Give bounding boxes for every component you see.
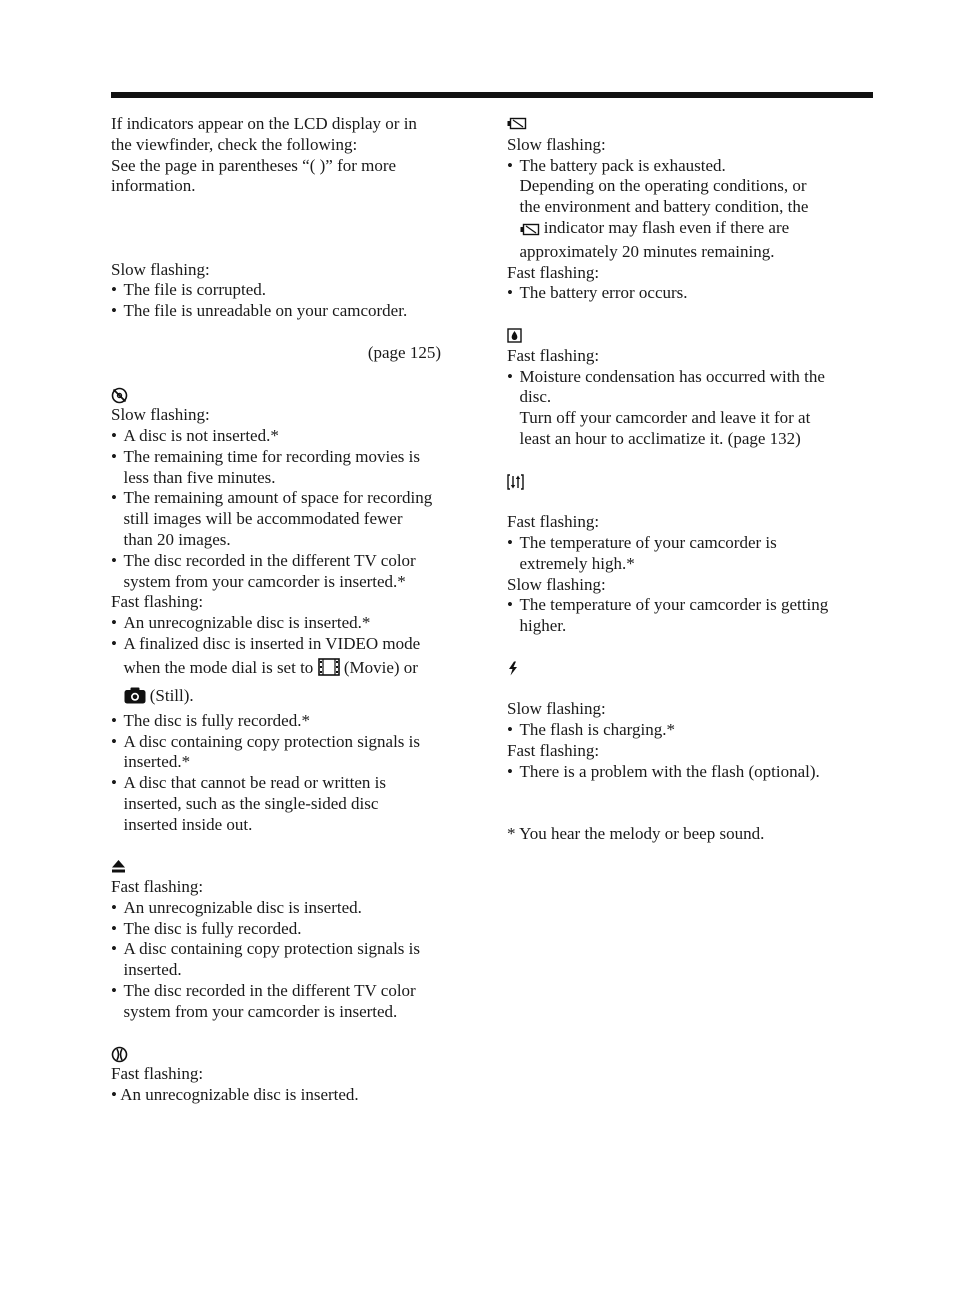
list-item: • The disc is fully recorded. bbox=[111, 919, 477, 940]
list-item: • A finalized disc is inserted in VIDEO mode bbox=[111, 634, 477, 655]
list-item-cont: less than five minutes. bbox=[123, 467, 276, 487]
flash-fast-label: Fast flashing: bbox=[507, 740, 600, 760]
list-item: • An unrecognizable disc is inserted. bbox=[111, 1085, 359, 1105]
temp-fast-label: Fast flashing: bbox=[507, 512, 600, 532]
intro-line: information. bbox=[111, 176, 196, 196]
list-item-cont: the environment and battery condition, the bbox=[519, 197, 809, 217]
list-item: • The battery error occurs. bbox=[507, 283, 873, 304]
list-item: • The disc is fully recorded.* bbox=[111, 711, 477, 732]
list-item: • The temperature of your camcorder is bbox=[507, 533, 873, 554]
moisture-fast-label: Fast flashing: bbox=[507, 345, 600, 365]
list-item: • A disc containing copy protection signals is bbox=[111, 939, 477, 960]
left-column bbox=[111, 114, 477, 1106]
list-item-cont: extremely high.* bbox=[519, 553, 635, 573]
list-item-cont: disc. bbox=[519, 387, 552, 407]
film-icon bbox=[318, 658, 340, 683]
list-item: • The disc recorded in the different TV color bbox=[111, 551, 477, 572]
disc-slow-label: Slow flashing: bbox=[111, 405, 210, 425]
temp-slow-label: Slow flashing: bbox=[507, 574, 606, 594]
list-item: • The battery pack is exhausted. bbox=[507, 156, 873, 177]
page-reference: (page 125) bbox=[367, 342, 441, 362]
battery-slow-label: Slow flashing: bbox=[507, 134, 606, 154]
list-item: • An unrecognizable disc is inserted.* bbox=[111, 613, 477, 634]
header-rule bbox=[111, 92, 873, 98]
moisture-icon bbox=[507, 325, 522, 346]
list-item: • The file is unreadable on your camcorder. bbox=[111, 301, 477, 322]
list-item-cont bbox=[507, 218, 873, 242]
list-item-cont: than 20 images. bbox=[123, 529, 231, 549]
list-item-cont: system from your camcorder is inserted. bbox=[123, 1001, 398, 1021]
text-fragment: (Movie) or bbox=[339, 657, 418, 677]
battery-fast-label: Fast flashing: bbox=[507, 262, 600, 282]
right-column bbox=[507, 114, 873, 845]
disc-fast-label: Fast flashing: bbox=[111, 592, 204, 612]
list-item: • The temperature of your camcorder is getting bbox=[507, 595, 873, 616]
list-item-cont: least an hour to acclimatize it. (page 132) bbox=[519, 428, 801, 448]
flash-icon bbox=[507, 658, 519, 679]
footnote: * You hear the melody or beep sound. bbox=[507, 824, 765, 844]
list-item: • Moisture condensation has occurred with the bbox=[507, 367, 873, 388]
list-item: • There is a problem with the flash (optional). bbox=[507, 762, 873, 783]
intro-line: If indicators appear on the LCD display or in bbox=[111, 114, 417, 133]
list-item-cont: inserted. bbox=[123, 960, 182, 980]
list-item: • The file is corrupted. bbox=[111, 280, 477, 301]
camera-icon bbox=[124, 686, 146, 711]
disc2-fast-label: Fast flashing: bbox=[111, 1064, 204, 1084]
list-item: • A disc is not inserted.* bbox=[111, 426, 477, 447]
no-disc-icon bbox=[111, 384, 128, 405]
list-item-cont: inserted inside out. bbox=[123, 814, 253, 834]
list-item-cont: Depending on the operating conditions, or bbox=[519, 176, 807, 196]
list-item: • The flash is charging.* bbox=[507, 720, 873, 741]
battery-empty-icon bbox=[520, 221, 540, 242]
disc-warning-icon bbox=[111, 1043, 128, 1064]
text-fragment: when the mode dial is set to bbox=[123, 657, 318, 677]
list-item-cont: system from your camcorder is inserted.* bbox=[123, 571, 406, 591]
flash-slow-label: Slow flashing: bbox=[507, 699, 606, 719]
file-slow-label: Slow flashing: bbox=[111, 259, 210, 279]
text-fragment: An unrecognizable disc is inserted. bbox=[116, 1085, 359, 1105]
intro-line: See the page in parentheses “( )” for more bbox=[111, 155, 397, 175]
list-item: • A disc containing copy protection signals is bbox=[111, 732, 477, 753]
list-item-cont: approximately 20 minutes remaining. bbox=[519, 241, 775, 261]
battery-empty-icon bbox=[507, 114, 527, 135]
list-item: • The remaining amount of space for recording bbox=[111, 488, 477, 509]
list-item-cont: still images will be accommodated fewer bbox=[123, 509, 403, 529]
eject-icon bbox=[111, 856, 126, 877]
list-item: • The disc recorded in the different TV color bbox=[111, 981, 477, 1002]
temperature-icon bbox=[507, 471, 524, 492]
list-item: • The remaining time for recording movies is bbox=[111, 447, 477, 468]
text-fragment: (Still). bbox=[145, 685, 194, 705]
list-item: • An unrecognizable disc is inserted. bbox=[111, 898, 477, 919]
text-fragment: indicator may flash even if there are bbox=[539, 217, 790, 237]
list-item-cont: inserted.* bbox=[123, 752, 191, 772]
list-item-cont: inserted, such as the single-sided disc bbox=[123, 793, 379, 813]
list-item-cont bbox=[111, 683, 477, 711]
list-item: • A disc that cannot be read or written is bbox=[111, 773, 477, 794]
list-item-cont: higher. bbox=[519, 616, 567, 636]
list-item-cont bbox=[111, 655, 477, 683]
intro-line: the viewfinder, check the following: bbox=[111, 134, 358, 154]
eject-fast-label: Fast flashing: bbox=[111, 877, 204, 897]
list-item-cont: Turn off your camcorder and leave it for at bbox=[519, 408, 811, 428]
